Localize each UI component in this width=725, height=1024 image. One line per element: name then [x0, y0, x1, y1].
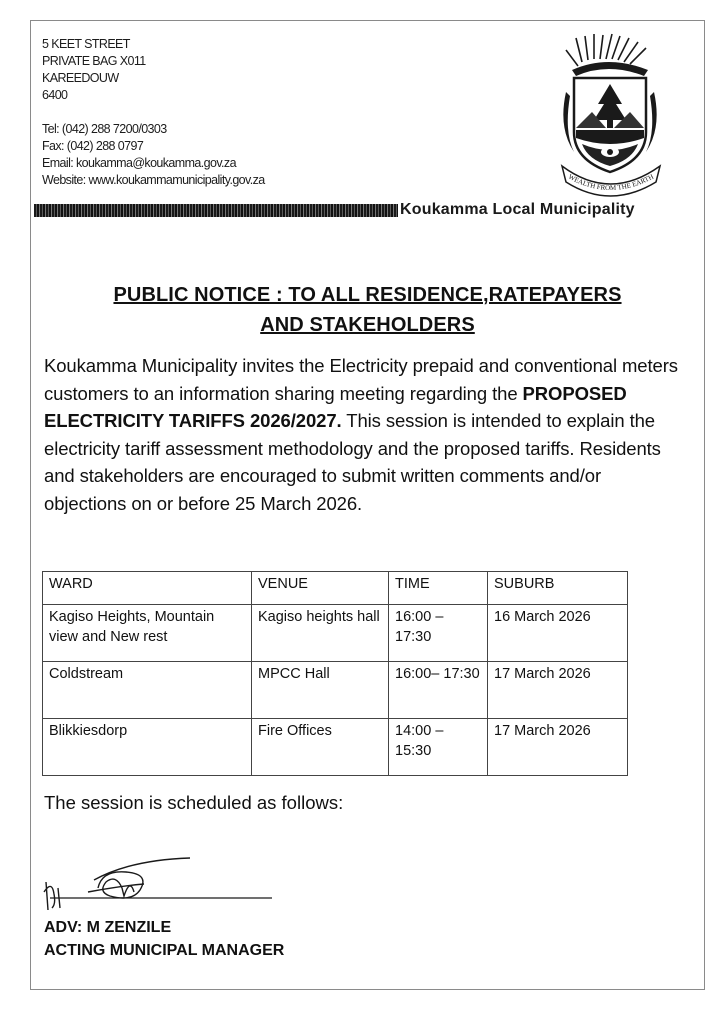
header-ward: WARD — [43, 572, 252, 605]
municipality-name: Koukamma Local Municipality — [400, 201, 635, 218]
table-row — [43, 662, 628, 719]
contact-email: Email: koukamma@koukamma.gov.za — [42, 156, 236, 170]
cell-ward: Blikkiesdorp — [43, 719, 252, 776]
address-code: 6400 — [42, 88, 68, 102]
header-bar — [34, 204, 398, 217]
header-time: TIME — [389, 572, 488, 605]
closing-text: The session is scheduled as follows: — [44, 792, 344, 813]
address-block — [42, 36, 265, 189]
contact-tel: Tel: (042) 288 7200/0303 — [42, 122, 167, 136]
cell-suburb: 16 March 2026 — [488, 605, 628, 662]
signatory-block — [44, 916, 284, 962]
crest-motto: WEALTH FROM THE EARTH — [566, 172, 656, 193]
notice-title — [30, 280, 705, 340]
signatory-name: ADV: M ZENZILE — [44, 919, 172, 936]
table-header-row — [43, 572, 628, 605]
contact-fax: Fax: (042) 288 0797 — [42, 139, 144, 153]
cell-suburb: 17 March 2026 — [488, 719, 628, 776]
address-town: KAREEDOUW — [42, 71, 119, 85]
header-venue: VENUE — [252, 572, 389, 605]
cell-time: 16:00– 17:30 — [389, 662, 488, 719]
table-row — [43, 605, 628, 662]
signature-icon — [40, 852, 280, 912]
contact-website: Website: www.koukammamunicipality.gov.za — [42, 173, 265, 187]
cell-time: 14:00 – 15:30 — [389, 719, 488, 776]
intro-tariff-highlight: PROPOSED ELECTRICITY TARIFFS 2026/2027. — [44, 382, 627, 431]
municipal-crest-icon — [552, 32, 670, 200]
cell-ward: Kagiso Heights, Mountain view and New rest — [43, 605, 252, 662]
cell-venue: MPCC Hall — [252, 662, 389, 719]
schedule-table — [42, 571, 628, 776]
table-row — [43, 719, 628, 776]
address-street: 5 KEET STREET — [42, 37, 130, 51]
intro-text-part1: Koukamma Municipality invites the Electricity prepaid and conventional meters customers to an information sharing meeting regarding the — [44, 355, 678, 404]
cell-ward: Coldstream — [43, 662, 252, 719]
notice-title-line2: AND STAKEHOLDERS — [260, 314, 475, 336]
cell-venue: Fire Offices — [252, 719, 389, 776]
header-suburb: SUBURB — [488, 572, 628, 605]
signatory-title: ACTING MUNICIPAL MANAGER — [44, 942, 285, 959]
notice-intro — [44, 352, 684, 517]
cell-venue: Kagiso heights hall — [252, 605, 389, 662]
intro-text-part2: This session is intended to explain the electricity tariff assessment methodology and the proposed tariffs. Residents and stakeholders are encouraged to submit written comments and/or objections on or before 25 March 2026. — [44, 410, 661, 514]
notice-title-line1: PUBLIC NOTICE : TO ALL RESIDENCE,RATEPAYERS — [113, 284, 622, 306]
cell-suburb: 17 March 2026 — [488, 662, 628, 719]
address-bag: PRIVATE BAG X011 — [42, 54, 146, 68]
cell-time: 16:00 – 17:30 — [389, 605, 488, 662]
